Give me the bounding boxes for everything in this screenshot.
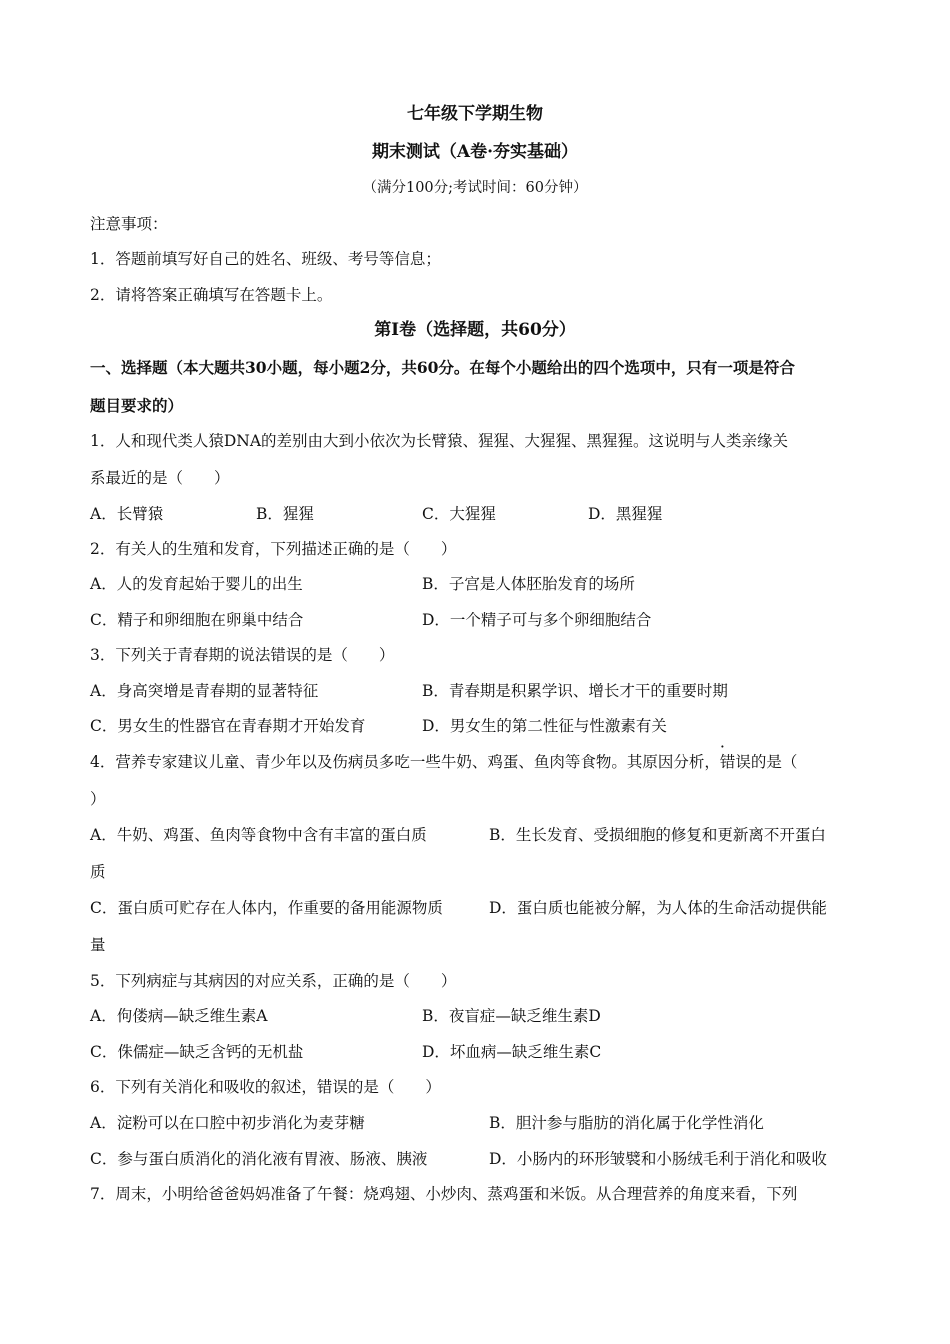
option-a: A．人的发育起始于婴儿的出生 (90, 575, 303, 593)
stem-text: 的是（ (750, 753, 798, 771)
option-d: D．小肠内的环形皱襞和小肠绒毛利于消化和吸收 (489, 1150, 827, 1168)
question-stem: 1．人和现代类人猿DNA的差别由大到小依次为长臂猿、猩猩、大猩猩、黑猩猩。这说明与人类亲缘关 (90, 432, 789, 450)
option-c: C．侏儒症—缺乏含钙的无机盐 (90, 1043, 304, 1061)
option-b: B．猩猩 (256, 505, 314, 523)
section-title: 第Ⅰ卷（选择题，共60分） (374, 320, 576, 340)
question-stem: ） (90, 790, 106, 808)
option-b: B．胆汁参与脂肪的消化属于化学性消化 (489, 1114, 764, 1132)
option-c: C．精子和卵细胞在卵巢中结合 (90, 611, 304, 629)
option-b: B．子宫是人体胚胎发育的场所 (422, 575, 635, 593)
emphasis-word: 错误 (719, 753, 751, 771)
note-item: 1．答题前填写好自己的姓名、班级、考号等信息； (90, 250, 441, 268)
exam-meta: （满分100分;考试时间：60分钟） (362, 180, 588, 196)
notes-heading: 注意事项： (90, 215, 168, 233)
option-b: B．青春期是积累学识、增长才干的重要时期 (422, 682, 728, 700)
option-a: A．身高突增是青春期的显著特征 (90, 682, 319, 700)
section-instruction: 一、选择题（本大题共30小题，每小题2分，共60分。在每个小题给出的四个选项中，只有一项是符合 (90, 358, 795, 377)
option-a: A．长臂猿 (90, 505, 164, 523)
option-d: D．坏血病—缺乏维生素C (422, 1043, 602, 1061)
option-b: B．生长发育、受损细胞的修复和更新离不开蛋白 (489, 826, 826, 844)
option-a: A．牛奶、鸡蛋、鱼肉等食物中含有丰富的蛋白质 (90, 826, 427, 844)
section-instruction: 题目要求的） (90, 396, 184, 415)
option-a: A．淀粉可以在口腔中初步消化为麦芽糖 (90, 1114, 365, 1132)
option-c: C．参与蛋白质消化的消化液有胃液、肠液、胰液 (90, 1150, 428, 1168)
option-d: D．黑猩猩 (588, 505, 663, 523)
question-stem: 5．下列病症与其病因的对应关系，正确的是（ ） (90, 972, 457, 990)
question-stem: 6．下列有关消化和吸收的叙述，错误的是（ ） (90, 1078, 441, 1096)
question-stem: 3．下列关于青春期的说法错误的是（ ） (90, 646, 395, 664)
option-d-continued: 量 (90, 936, 106, 954)
option-c: C．男女生的性器官在青春期才开始发育 (90, 717, 366, 735)
question-stem: 2．有关人的生殖和发育，下列描述正确的是（ ） (90, 540, 457, 558)
option-b: B．夜盲症—缺乏维生素D (422, 1007, 601, 1025)
question-stem (90, 752, 860, 772)
question-stem: 系最近的是（ ） (90, 469, 230, 487)
option-b-continued: 质 (90, 863, 106, 881)
stem-text: 4．营养专家建议儿童、青少年以及伤病员多吃一些牛奶、鸡蛋、鱼肉等食物。其原因分析， (90, 753, 720, 771)
option-c: C．蛋白质可贮存在人体内，作重要的备用能源物质 (90, 899, 443, 917)
option-d: D．男女生的第二性征与性激素有关 (422, 717, 667, 735)
option-d: D．蛋白质也能被分解，为人体的生命活动提供能 (489, 899, 827, 917)
option-d: D．一个精子可与多个卵细胞结合 (422, 611, 652, 629)
question-stem: 7．周末，小明给爸爸妈妈准备了午餐：烧鸡翅、小炒肉、蒸鸡蛋和米饭。从合理营养的角度来看，下列 (90, 1185, 798, 1203)
option-a: A．佝偻病—缺乏维生素A (90, 1007, 268, 1025)
option-c: C．大猩猩 (422, 505, 496, 523)
exam-title: 七年级下学期生物 (407, 104, 543, 124)
note-item: 2．请将答案正确填写在答题卡上。 (90, 286, 333, 304)
exam-subtitle: 期末测试（A卷·夯实基础） (371, 142, 579, 162)
